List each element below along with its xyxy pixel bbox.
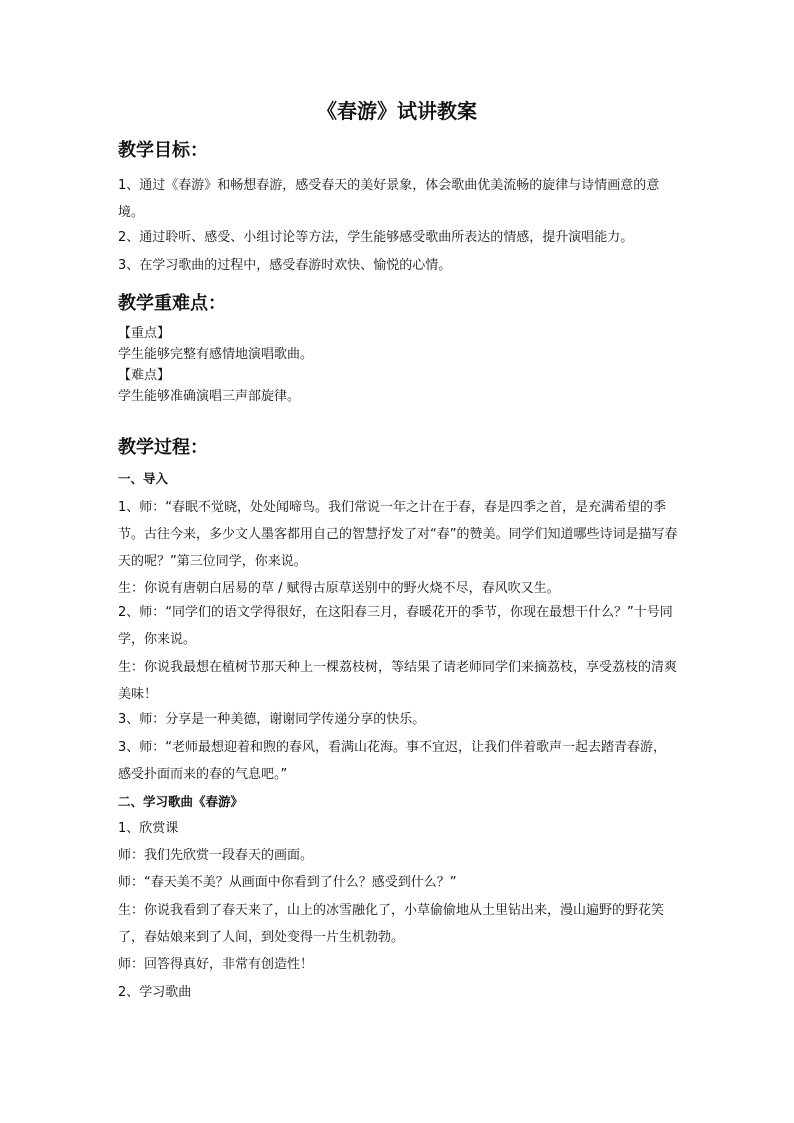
focus-label: 【重点】 [118,326,171,341]
goal-item-1: 1、通过《春游》和畅想春游，感受春天的美好景象，体会歌曲优美流畅的旋律与诗情画意的意境。 [118,178,660,220]
key-points-heading: 教学重难点： [118,293,226,314]
part2-title: 二、学习歌曲《春游》 [118,794,244,809]
part2-line-2: 师：我们先欣赏一段春天的画面。 [118,848,314,863]
part1-line-3: 2、师：“同学们的语文学得很好，在这阳春三月，春暖花开的季节，你现在最想干什么？”十号同学，你来说。 [118,605,673,647]
goal-item-2: 2、通过聆听、感受、小组讨论等方法，学生能够感受歌曲所表达的情感，提升演唱能力。 [118,230,634,245]
part2-line-3: 师：“春天美不美？从画面中你看到了什么？感受到什么？” [118,875,457,890]
goals-heading: 教学目标： [118,140,208,161]
part1-line-2: 生：你说有唐朝白居易的草 / 赋得古原草送别中的野火烧不尽，春风吹又生。 [118,581,560,596]
process-heading: 教学过程： [118,437,208,458]
part1-line-6: 3、师：“老师最想迎着和煦的春风，看满山花海。事不宜迟，让我们伴着歌声一起去踏青春游，感受扑面而来的春的气息吧。” [118,740,667,782]
part1-line-5: 3、师：分享是一种美德，谢谢同学传递分享的快乐。 [118,712,426,727]
focus-text: 学生能够完整有感情地演唱歌曲。 [118,347,314,362]
difficulty-text: 学生能够准确演唱三声部旋律。 [118,389,301,404]
part1-line-4: 生：你说我最想在植树节那天种上一棵荔枝树，等结果了请老师同学们来摘荔枝，享受荔枝的清爽美味！ [118,660,678,702]
difficulty-label: 【难点】 [118,368,171,383]
document-title: 《春游》试讲教案 [317,99,477,123]
part2-line-6: 2、学习歌曲 [118,985,192,1000]
goal-item-3: 3、在学习歌曲的过程中，感受春游时欢快、愉悦的心情。 [118,258,452,273]
part2-line-4: 生：你说我看到了春天来了，山上的冰雪融化了，小草偷偷地从土里钻出来，漫山遍野的野花笑了，春姑娘来到了人间，到处变得一片生机勃勃。 [118,903,665,945]
part2-line-1: 1、欣赏课 [118,821,179,836]
part1-title: 一、导入 [118,471,169,486]
part1-line-1: 1、师：“春眠不觉晓，处处闻啼鸟。我们常说一年之计在于春，春是四季之首，是充满希望的季节。古往今来，多少文人墨客都用自己的智慧抒发了对“春”的赞美。同学们知道哪些诗词是描写春天的呢？”第三位同学，你来说。 [118,500,678,569]
part2-line-5: 师：回答得真好，非常有创造性！ [118,957,314,972]
